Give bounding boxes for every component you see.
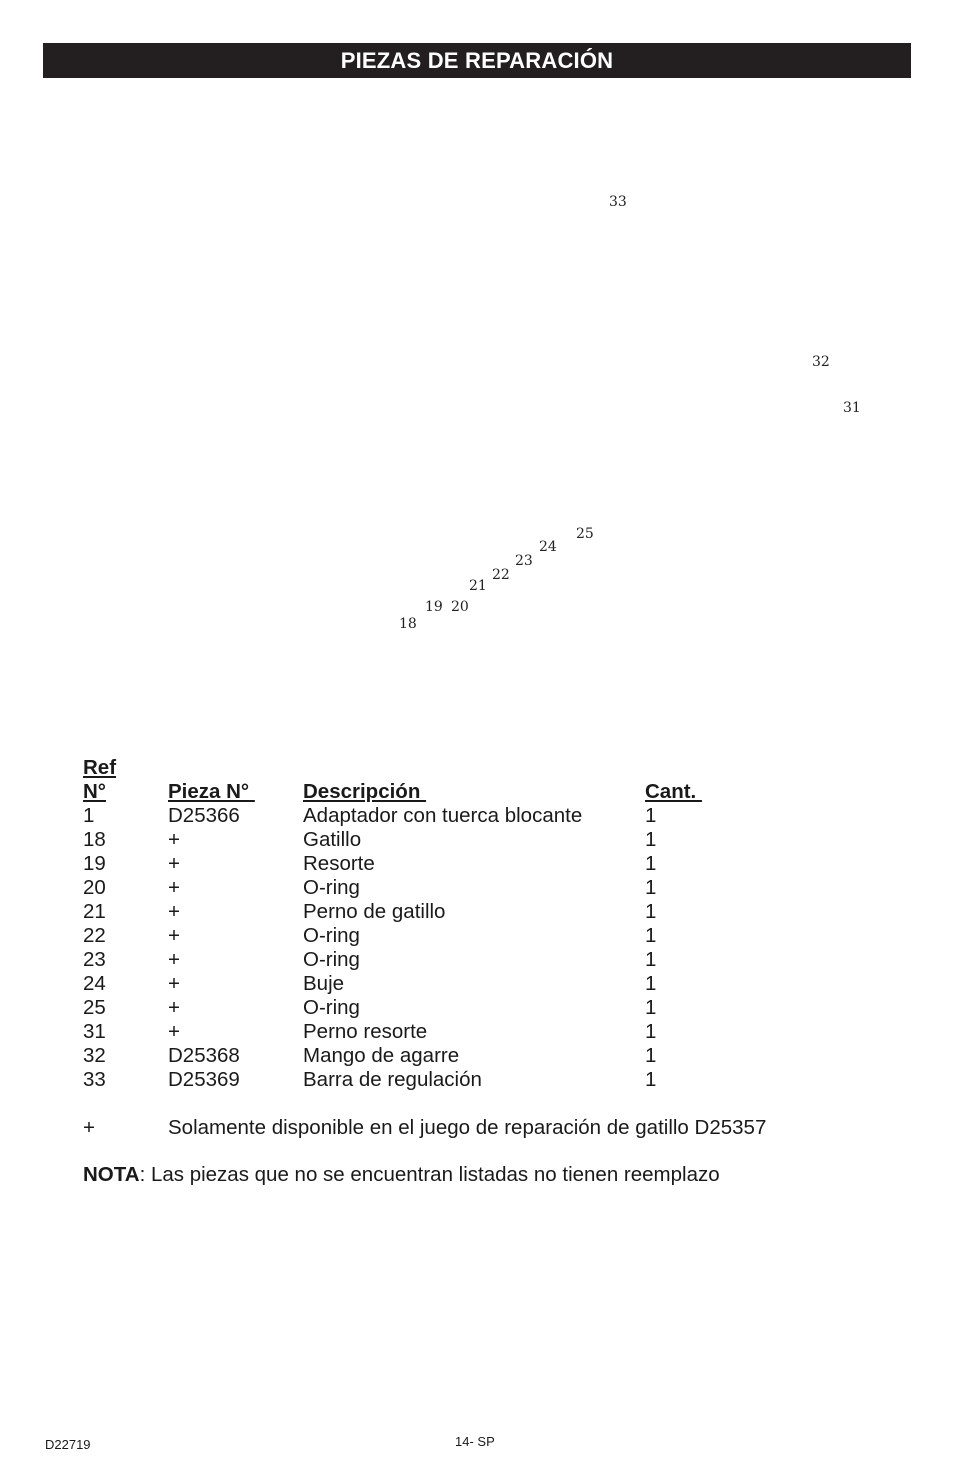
cell-qty: 1 [645, 1044, 657, 1067]
cell-qty: 1 [645, 900, 657, 923]
cell-qty: 1 [645, 1020, 657, 1043]
cell-qty: 1 [645, 876, 657, 899]
table-row [83, 852, 745, 876]
cell-part: + [168, 948, 180, 971]
cell-desc: Buje [303, 972, 345, 995]
footnote [83, 1116, 766, 1140]
callout-32: 32 [812, 354, 830, 370]
callout-19: 19 [425, 599, 443, 615]
cell-ref: 1 [83, 804, 95, 827]
footnote-text: Solamente disponible en el juego de reparación de gatillo D25357 [168, 1116, 767, 1139]
callout-31: 31 [843, 400, 861, 416]
cell-ref: 23 [83, 948, 106, 971]
cell-qty: 1 [645, 948, 657, 971]
table-row [83, 924, 745, 948]
cell-part: + [168, 900, 180, 923]
callout-25: 25 [576, 526, 594, 542]
doc-code: D22719 [45, 1437, 91, 1452]
header-desc: Descripción [303, 780, 427, 803]
cell-desc: Mango de agarre [303, 1044, 460, 1067]
cell-ref: 31 [83, 1020, 106, 1043]
cell-ref: 25 [83, 996, 106, 1019]
cell-part: D25368 [168, 1044, 240, 1067]
cell-part: + [168, 852, 180, 875]
table-row [83, 948, 745, 972]
cell-ref: 24 [83, 972, 106, 995]
table-row [83, 1044, 745, 1068]
table-row [83, 996, 745, 1020]
parts-diagram [0, 90, 954, 730]
cell-desc: Resorte [303, 852, 375, 875]
cell-ref: 32 [83, 1044, 106, 1067]
cell-desc: O-ring [303, 996, 360, 1019]
callout-22: 22 [492, 567, 510, 583]
page-title: PIEZAS DE REPARACIÓN [43, 43, 911, 78]
cell-qty: 1 [645, 972, 657, 995]
cell-part: + [168, 972, 180, 995]
cell-ref: 33 [83, 1068, 106, 1091]
cell-desc: Gatillo [303, 828, 362, 851]
cell-part: + [168, 828, 180, 851]
callout-21: 21 [469, 578, 487, 594]
table-row [83, 972, 745, 996]
cell-ref: 19 [83, 852, 106, 875]
cell-desc: Perno resorte [303, 1020, 428, 1043]
cell-qty: 1 [645, 1068, 657, 1091]
cell-ref: 18 [83, 828, 106, 851]
header-part: Pieza N° [168, 780, 255, 803]
cell-part: D25366 [168, 804, 240, 827]
cell-qty: 1 [645, 852, 657, 875]
cell-desc: Barra de regulación [303, 1068, 482, 1091]
cell-qty: 1 [645, 996, 657, 1019]
callout-18: 18 [399, 616, 417, 632]
cell-ref: 22 [83, 924, 106, 947]
page-number: 14- SP [455, 1434, 495, 1449]
cell-qty: 1 [645, 924, 657, 947]
cell-desc: O-ring [303, 948, 360, 971]
cell-desc: Perno de gatillo [303, 900, 446, 923]
cell-part: D25369 [168, 1068, 240, 1091]
note [83, 1163, 720, 1187]
cell-part: + [168, 924, 180, 947]
cell-qty: 1 [645, 804, 657, 827]
header-qty: Cant. [645, 780, 702, 803]
cell-desc: O-ring [303, 876, 360, 899]
footnote-symbol: + [83, 1116, 95, 1139]
callout-33: 33 [609, 194, 627, 210]
table-row [83, 1068, 745, 1092]
table-row [83, 828, 745, 852]
callout-23: 23 [515, 553, 533, 569]
callout-24: 24 [539, 539, 557, 555]
table-header-row [83, 756, 745, 804]
cell-part: + [168, 876, 180, 899]
cell-ref: 21 [83, 900, 106, 923]
table-row [83, 900, 745, 924]
cell-qty: 1 [645, 828, 657, 851]
cell-part: + [168, 996, 180, 1019]
table-row [83, 804, 745, 828]
table-row [83, 1020, 745, 1044]
note-text: : Las piezas que no se encuentran listadas no tienen reemplazo [139, 1163, 720, 1186]
cell-desc: Adaptador con tuerca blocante [303, 804, 583, 827]
parts-table [83, 756, 745, 1092]
cell-desc: O-ring [303, 924, 360, 947]
header-ref: Ref N° [83, 756, 117, 803]
cell-part: + [168, 1020, 180, 1043]
callout-20: 20 [451, 599, 469, 615]
cell-ref: 20 [83, 876, 106, 899]
table-row [83, 876, 745, 900]
note-label: NOTA [83, 1163, 140, 1186]
